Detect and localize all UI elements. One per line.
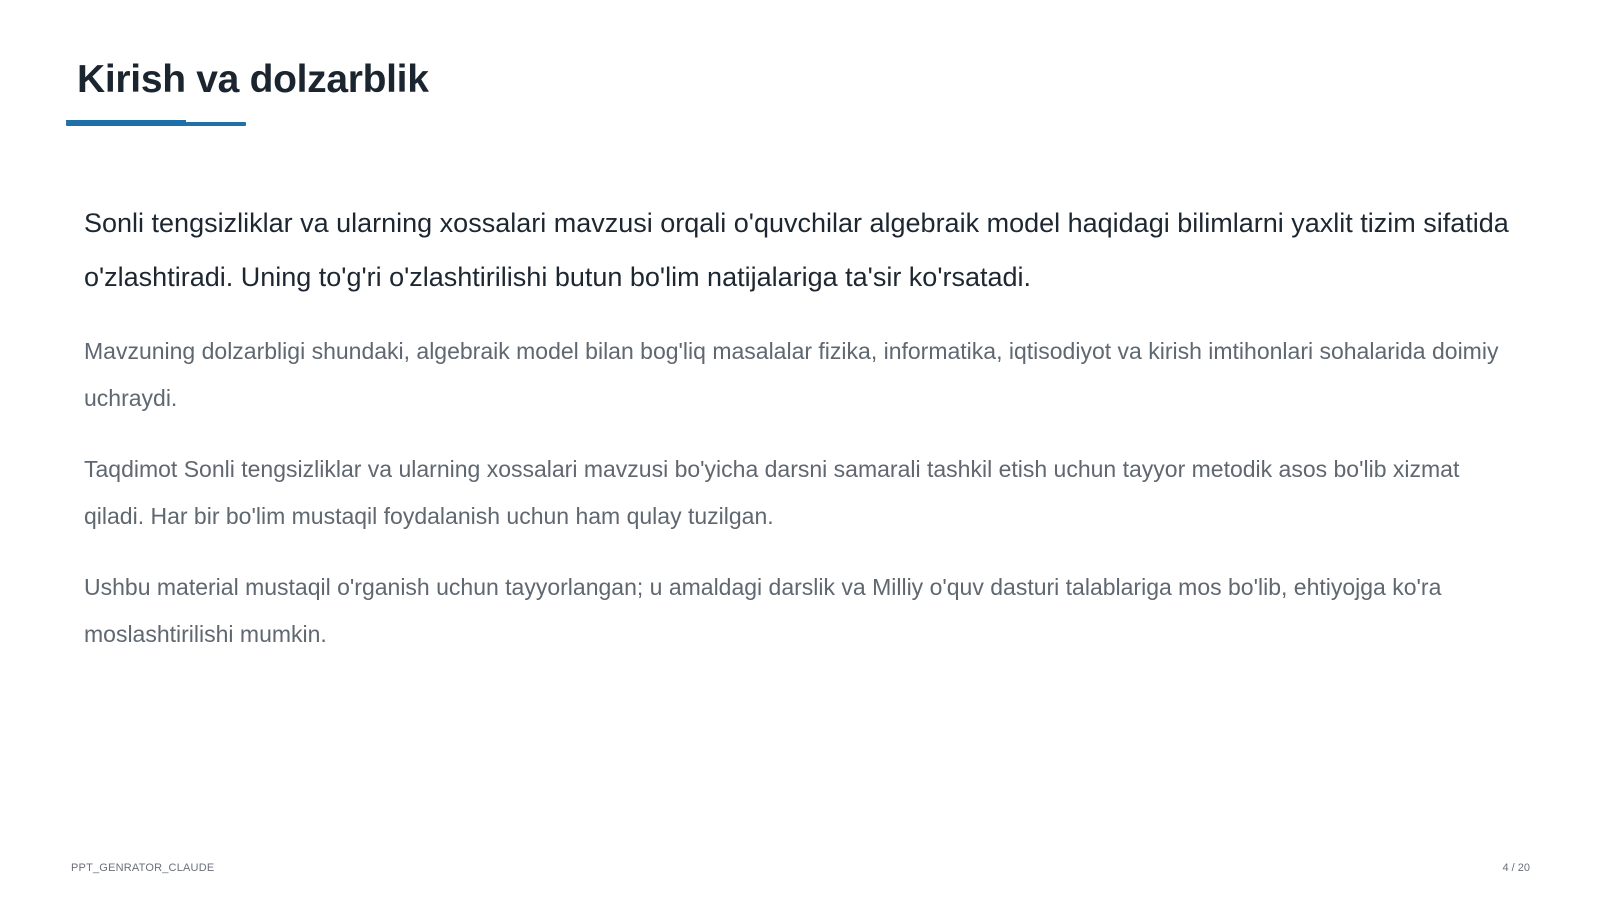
title-underline-accent xyxy=(66,122,246,126)
lead-paragraph: Sonli tengsizliklar va ularning xossalari mavzusi orqali o'quvchilar algebraik model haqidagi bilimlarni yaxlit tizim sifatida o'zlashtiradi. Uning to'g'ri o'zlashtirilishi butun bo'lim natijalariga ta'sir ko'rsatadi. xyxy=(84,208,1509,292)
body-paragraph-2: Taqdimot Sonli tengsizliklar va ularning xossalari mavzusi bo'yicha darsni samarali tashkil etish uchun tayyor metodik asos bo'lib xizmat qiladi. Har bir bo'lim mustaqil foydalanish uchun ham qulay tuzilgan. xyxy=(84,456,1460,529)
slide-title: Kirish va dolzarblik xyxy=(77,58,429,101)
slide-content xyxy=(84,196,1524,682)
footer-brand: PPT_GENRATOR_CLAUDE xyxy=(71,862,215,874)
body-paragraph-1: Mavzuning dolzarbligi shundaki, algebraik model bilan bog'liq masalalar fizika, informatika, iqtisodiyot va kirish imtihonlari sohalarida doimiy uchraydi. xyxy=(84,338,1499,411)
page-number: 4 / 20 xyxy=(1502,862,1530,874)
body-paragraph-3: Ushbu material mustaqil o'rganish uchun tayyorlangan; u amaldagi darslik va Milliy o'quv dasturi talablariga mos bo'lib, ehtiyojga ko'ra moslashtirilishi mumkin. xyxy=(84,574,1442,647)
